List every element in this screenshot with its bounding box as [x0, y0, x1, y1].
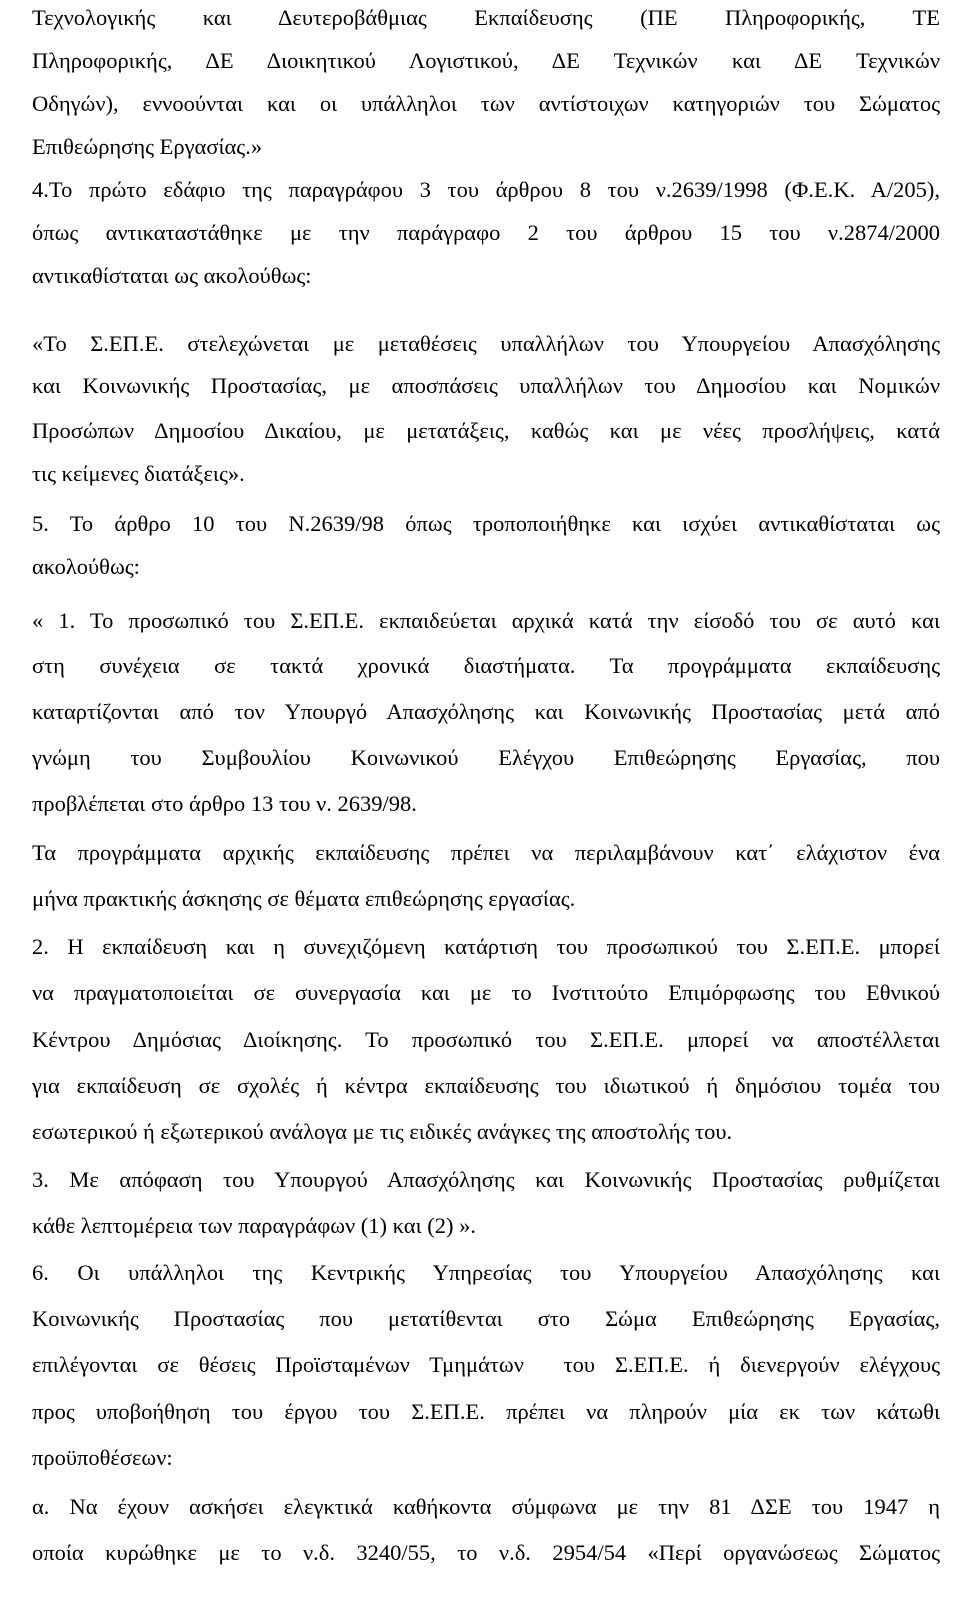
text-line: να πραγματοποιείται σε συνεργασία και με το Ινστιτούτο Επιμόρφωσης του Εθνικού [32, 980, 940, 1005]
text-line: προϋποθέσεων: [32, 1445, 173, 1470]
text-line: γνώμη του Συμβουλίου Κοινωνικού Ελέγχου Επιθεώρησης Εργασίας, που [32, 745, 940, 770]
text-line: προβλέπεται στο άρθρο 13 του ν. 2639/98. [32, 791, 417, 816]
text-line: οποία κυρώθηκε με το ν.δ. 3240/55, το ν.δ. 2954/54 «Περί οργανώσεως Σώματος [32, 1540, 940, 1565]
text-line: α. Να έχουν ασκήσει ελεγκτικά καθήκοντα σύμφωνα με την 81 ΔΣΕ του 1947 η [32, 1494, 940, 1519]
text-line: 6. Οι υπάλληλοι της Κεντρικής Υπηρεσίας του Υπουργείου Απασχόλησης και [32, 1260, 940, 1285]
text-line: Κέντρου Δημόσιας Διοίκησης. Το προσωπικό του Σ.ΕΠ.Ε. μπορεί να αποστέλλεται [32, 1027, 940, 1052]
text-line: 3. Με απόφαση του Υπουργού Απασχόλησης και Κοινωνικής Προστασίας ρυθμίζεται [32, 1167, 940, 1192]
text-line: καταρτίζονται από τον Υπουργό Απασχόλησης και Κοινωνικής Προστασίας μετά από [32, 699, 940, 724]
text-line: όπως αντικαταστάθηκε με την παράγραφο 2 του άρθρου 15 του ν.2874/2000 [32, 220, 940, 245]
text-line: κάθε λεπτομέρεια των παραγράφων (1) και (2) ». [32, 1213, 477, 1238]
text-line: Κοινωνικής Προστασίας που μετατίθενται στο Σώμα Επιθεώρησης Εργασίας, [32, 1306, 940, 1331]
text-line: μήνα πρακτικής άσκησης σε θέματα επιθεώρησης εργασίας. [32, 886, 576, 911]
text-line: ακολούθως: [32, 554, 140, 579]
text-line: Πληροφορικής, ΔΕ Διοικητικού Λογιστικού, ΔΕ Τεχνικών και ΔΕ Τεχνικών [32, 48, 940, 73]
text-line: αντικαθίσταται ως ακολούθως: [32, 263, 312, 288]
text-line: προς υποβοήθηση του έργου του Σ.ΕΠ.Ε. πρέπει να πληρούν μία εκ των κάτωθι [32, 1399, 940, 1424]
text-line: στη συνέχεια σε τακτά χρονικά διαστήματα. Τα προγράμματα εκπαίδευσης [32, 653, 940, 678]
text-line: Προσώπων Δημοσίου Δικαίου, με μετατάξεις, καθώς και με νέες προσλήψεις, κατά [32, 418, 940, 443]
text-line: Τεχνολογικής και Δευτεροβάθμιας Εκπαίδευσης (ΠΕ Πληροφορικής, ΤΕ [32, 5, 940, 30]
text-line: Τα προγράμματα αρχικής εκπαίδευσης πρέπει να περιλαμβάνουν κατ΄ ελάχιστον ένα [32, 840, 940, 865]
text-line: 4.Το πρώτο εδάφιο της παραγράφου 3 του άρθρου 8 του ν.2639/1998 (Φ.Ε.Κ. Α/205), [32, 177, 940, 202]
text-line: επιλέγονται σε θέσεις Προϊσταμένων Τμημάτων του Σ.ΕΠ.Ε. ή διενεργούν ελέγχους [32, 1352, 940, 1377]
text-line: « 1. Το προσωπικό του Σ.ΕΠ.Ε. εκπαιδεύεται αρχικά κατά την είσοδό του σε αυτό και [32, 608, 940, 633]
text-line: Επιθεώρησης Εργασίας.» [32, 134, 263, 159]
text-line: «Το Σ.ΕΠ.Ε. στελεχώνεται με μεταθέσεις υπαλλήλων του Υπουργείου Απασχόλησης [32, 331, 940, 356]
text-line: και Κοινωνικής Προστασίας, με αποσπάσεις υπαλλήλων του Δημοσίου και Νομικών [32, 373, 940, 398]
text-line: Οδηγών), εννοούνται και οι υπάλληλοι των αντίστοιχων κατηγοριών του Σώματος [32, 91, 940, 116]
text-line: 5. Το άρθρο 10 του Ν.2639/98 όπως τροποποιήθηκε και ισχύει αντικαθίσταται ως [32, 511, 940, 536]
text-line: τις κείμενες διατάξεις». [32, 461, 245, 486]
text-line: εσωτερικού ή εξωτερικού ανάλογα με τις ειδικές ανάγκες της αποστολής του. [32, 1119, 733, 1144]
text-line: 2. Η εκπαίδευση και η συνεχιζόμενη κατάρτιση του προσωπικού του Σ.ΕΠ.Ε. μπορεί [32, 934, 940, 959]
text-line: για εκπαίδευση σε σχολές ή κέντρα εκπαίδευσης του ιδιωτικού ή δημόσιου τομέα του [32, 1073, 940, 1098]
